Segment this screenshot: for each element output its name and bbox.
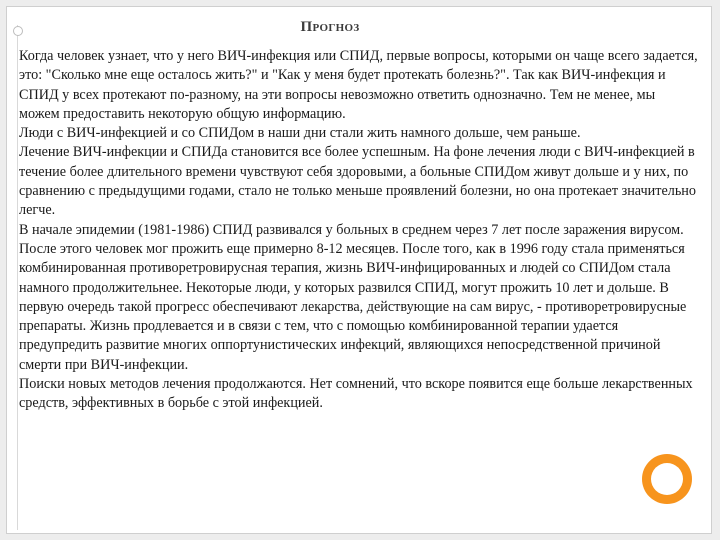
slide (6, 6, 712, 534)
paragraph-new-methods: Поиски новых методов лечения продолжаются. Нет сомнений, что вскоре появится еще больше лекарственных средств, эффективных в борьбе с этой инфекцией. (19, 376, 693, 412)
paragraph-treatment: Лечение ВИЧ-инфекции и СПИДа становится все более успешным. На фоне лечения люди с ВИЧ-инфекцией в течение более длительного времени чувствуют себя здоровыми, а больные СПИДом живут дольше и у них, по сравнению с предыдущими годами, стало не только меньше проявлений болезни, но она протекает значительно легче. (19, 144, 696, 219)
paragraph-intro: Когда человек узнает, что у него ВИЧ-инфекция или СПИД, первые вопросы, которыми он чаще всего задается, это: "Сколько мне еще осталось жить?" и "Как у меня будет протекать болезнь?". Так как ВИЧ-инфекция и СПИД у всех протекают по-разному, на эти вопросы невозможно ответить однозначно. Тем не менее, мы можем предоставить некоторую общую информацию. (19, 48, 698, 122)
paragraph-epidemic-history: В начале эпидемии (1981-1986) СПИД развивался у больных в среднем через 7 лет после заражения вирусом. После этого человек мог прожить еще примерно 8-12 месяцев. После того, как в 1996 году стала применяться комбинированная противоретровирусная терапия, жизнь ВИЧ-инфицированных и людей со СПИДом стала намного продолжительнее. Некоторые люди, у которых развился СПИД, могут прожить 10 лет и дольше. В первую очередь такой прогресс обеспечивают лекарства, действующие на сам вирус, - противоретровирусные препараты. Жизнь продлевается и в связи с тем, что с помощью комбинированной терапии удается предупредить развитие многих оппортунистических инфекций, являющихся непосредственной причиной смерти при ВИЧ-инфекции. (19, 221, 687, 373)
left-vertical-rule (17, 25, 18, 530)
slide-body (19, 47, 699, 414)
decorative-orange-circle-center (651, 463, 683, 495)
decorative-orange-circle (642, 454, 692, 504)
slide-title (7, 19, 713, 36)
paragraph-longer-life: Люди с ВИЧ-инфекцией и со СПИДом в наши дни стали жить намного дольше, чем раньше. (19, 125, 581, 142)
slide-title-text: Прогноз (300, 19, 360, 35)
